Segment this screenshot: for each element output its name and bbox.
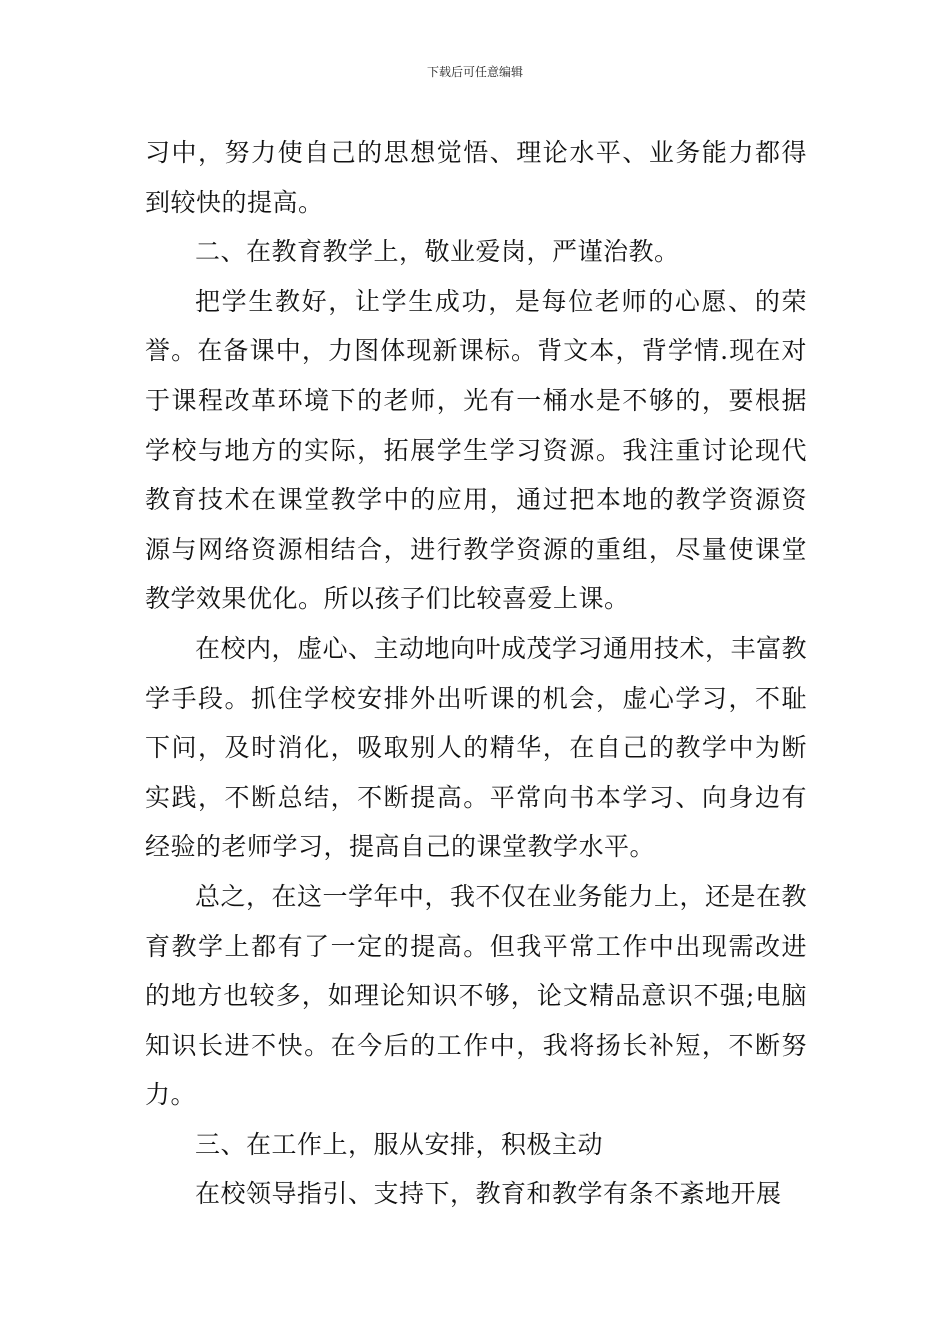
paragraph-teaching: 把学生教好，让学生成功，是每位老师的心愿、的荣誉。在备课中，力图体现新课标。背文本，背学情.现在对于课程改革环境下的老师，光有一桶水是不够的，要根据学校与地方的实际，拓展学生学习资源。我注重讨论现代教育技术在课堂教学中的应用，通过把本地的教学资源资源与网络资源相结合，进行教学资源的重组，尽量使课堂教学效果优化。所以孩子们比较喜爱上课。 xyxy=(145,286,807,614)
section-heading-three: 三、在工作上，服从安排，积极主动 xyxy=(195,1129,604,1159)
page-header: 下载后可任意编辑 xyxy=(426,65,523,79)
paragraph-summary: 总之，在这一学年中，我不仅在业务能力上，还是在教育教学上都有了一定的提高。但我平常工作中出现需改进的地方也较多，如理论知识不够，论文精品意识不强;电脑知识长进不快。在今后的工作中，我将扬长补短，不断努力。 xyxy=(145,881,808,1110)
paragraph-work: 在校领导指引、支持下，教育和教学有条不紊地开展 xyxy=(195,1179,782,1209)
paragraph-learning: 在校内，虚心、主动地向叶成茂学习通用技术，丰富教学手段。抓住学校安排外出听课的机会，虚心学习，不耻下问，及时消化，吸取别人的精华，在自己的教学中为断实践，不断总结，不断提高。平常向书本学习、向身边有经验的老师学习，提高自己的课堂教学水平。 xyxy=(145,633,808,862)
section-heading-two: 二、在教育教学上，敬业爱岗，严谨治教。 xyxy=(195,237,680,267)
paragraph-continuation: 习中，努力使自己的思想觉悟、理论水平、业务能力都得到较快的提高。 xyxy=(145,138,807,217)
document-body xyxy=(145,128,807,1219)
